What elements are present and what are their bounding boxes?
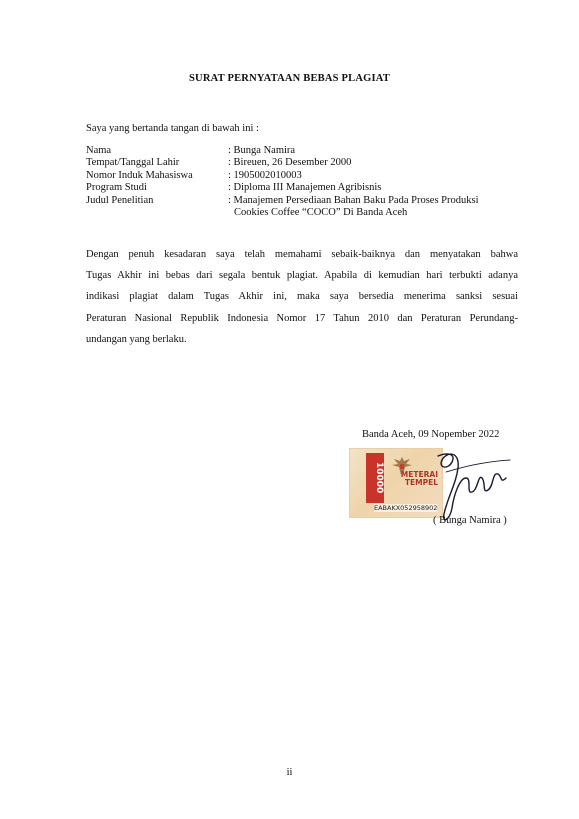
- info-value: [228, 195, 528, 220]
- info-label: Tempat/Tanggal Lahir: [86, 157, 180, 169]
- info-row-title: [86, 195, 528, 220]
- stamp-serial: EABAKX052958902: [374, 504, 438, 512]
- info-row-name: [86, 145, 528, 157]
- page-number: ii: [286, 767, 293, 778]
- info-value: : 1905002010003: [228, 169, 302, 181]
- stamp-label-line1: METERAI: [400, 470, 438, 479]
- statement-paragraph: [86, 244, 518, 350]
- document-title: SURAT PERNYATAAN BEBAS PLAGIAT: [189, 73, 390, 84]
- info-row-nim: [86, 170, 528, 182]
- intro-text: Saya yang bertanda tangan di bawah ini :: [86, 123, 259, 134]
- research-title-line2: Cookies Coffee “COCO” Di Banda Aceh: [234, 207, 408, 219]
- place-date: Banda Aceh, 09 Nopember 2022: [362, 429, 500, 440]
- statement-line: Tugas Akhir ini bebas dari segala bentuk plagiat. Apabila di kemudian hari terbukti adanya: [86, 270, 518, 282]
- research-title-line1: : Manajemen Persediaan Bahan Baku Pada Proses Produksi: [228, 194, 479, 206]
- signer-name: ( Bunga Namira ): [433, 515, 507, 526]
- info-label: Program Studi: [86, 182, 147, 194]
- info-row-program: [86, 182, 528, 194]
- statement-line: undangan yang berlaku.: [86, 333, 187, 345]
- stamp-label-line2: TEMPEL: [404, 478, 438, 487]
- info-value: : Diploma III Manajemen Agribisnis: [228, 182, 382, 194]
- stamp-value: 10000: [366, 453, 384, 503]
- info-label: Nomor Induk Mahasiswa: [86, 169, 193, 181]
- info-label: Judul Penelitian: [86, 194, 154, 206]
- statement-line: Peraturan Nasional Republik Indonesia Nomor 17 Tahun 2010 dan Peraturan Perundang-: [86, 312, 518, 324]
- statement-line: indikasi plagiat dalam Tugas Akhir ini, maka saya bersedia menerima sanksi sesuai: [86, 291, 518, 303]
- statement-line: Dengan penuh kesadaran saya telah memahami sebaik-baiknya dan menyatakan bahwa: [86, 249, 518, 260]
- identity-block: [86, 145, 528, 219]
- info-label: Nama: [86, 145, 112, 156]
- info-row-birth: [86, 157, 528, 169]
- info-value: : Bireuen, 26 Desember 2000: [228, 157, 352, 169]
- stamp-microtext: [353, 453, 363, 503]
- info-value: : Bunga Namira: [228, 145, 296, 156]
